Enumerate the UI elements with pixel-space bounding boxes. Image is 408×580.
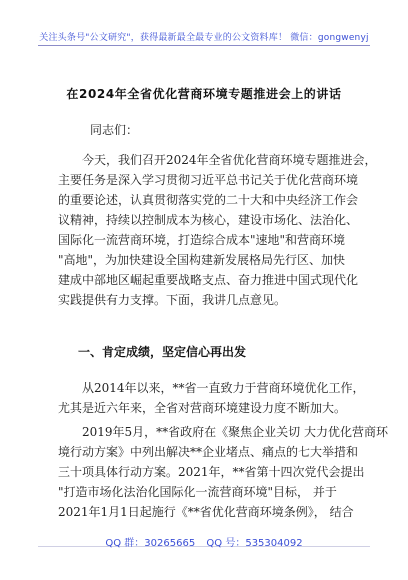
header-banner: 关注头条号"公文研究"，获得最新最全最专业的公文资料库！ 微信：gongwenyj (39, 33, 369, 43)
paragraph-intro (58, 150, 377, 310)
paragraph-line: 议精神，持续以控制成本为核心，建设市场化、法治化、 (58, 213, 359, 227)
paragraph-line: 建成中部地区崛起重要战略支点、奋力推进中国式现代化 (58, 273, 359, 287)
paragraph-line: 三十项具体行动方案。2021年，**省第十四次党代会提出 (58, 465, 365, 479)
paragraph-history (58, 378, 365, 418)
paragraph-line: 的重要论述，认真贯彻落实党的二十大和中央经济工作会 (58, 193, 359, 207)
paragraph-measures (58, 422, 388, 522)
paragraph-line: "打造市场化法治化国际化一流营商环境"目标， 并于 (58, 485, 337, 499)
paragraph-line: 实践提供有力支撑。下面，我讲几点意见。 (58, 293, 287, 307)
paragraph-line: 今天，我们召开2024年全省优化营商环境专题推进会， (82, 153, 377, 167)
paragraph-line: "高地"，为加快建设全国构建新发展格局先行区、加快 (58, 253, 346, 267)
document-title: 在2024年全省优化营商环境专题推进会上的讲话 (66, 87, 342, 101)
header-divider (38, 45, 370, 46)
paragraph-line: 境行动方案》中列出解决**企业堵点、痛点的七大举措和 (58, 445, 359, 459)
paragraph-line: 从2014年以来，**省一直致力于营商环境优化工作， (82, 381, 365, 395)
paragraph-line: 2021年1月1日起施行《**省优化营商环境条例》， 结合 (58, 505, 354, 519)
paragraph-line: 尤其是近六年来，全省对营商环境建设力度不断加大。 (58, 401, 347, 415)
section-heading: 一、肯定成绩，坚定信心再出发 (78, 345, 247, 359)
paragraph-line: 主要任务是深入学习贯彻习近平总书记关于优化营商环境 (58, 173, 359, 187)
qq-group-link[interactable]: QQ 群：30265665 (105, 538, 196, 549)
paragraph-line: 国际化一流营商环境，打造综合成本"速地"和营商环境 (58, 233, 346, 247)
paragraph-line: 2019年5月，**省政府在《聚焦企业关切 大力优化营商环 (82, 425, 388, 439)
qq-number-link[interactable]: QQ 号：535304092 (206, 538, 303, 549)
footer-contacts (0, 534, 408, 549)
salutation: 同志们： (90, 123, 139, 137)
